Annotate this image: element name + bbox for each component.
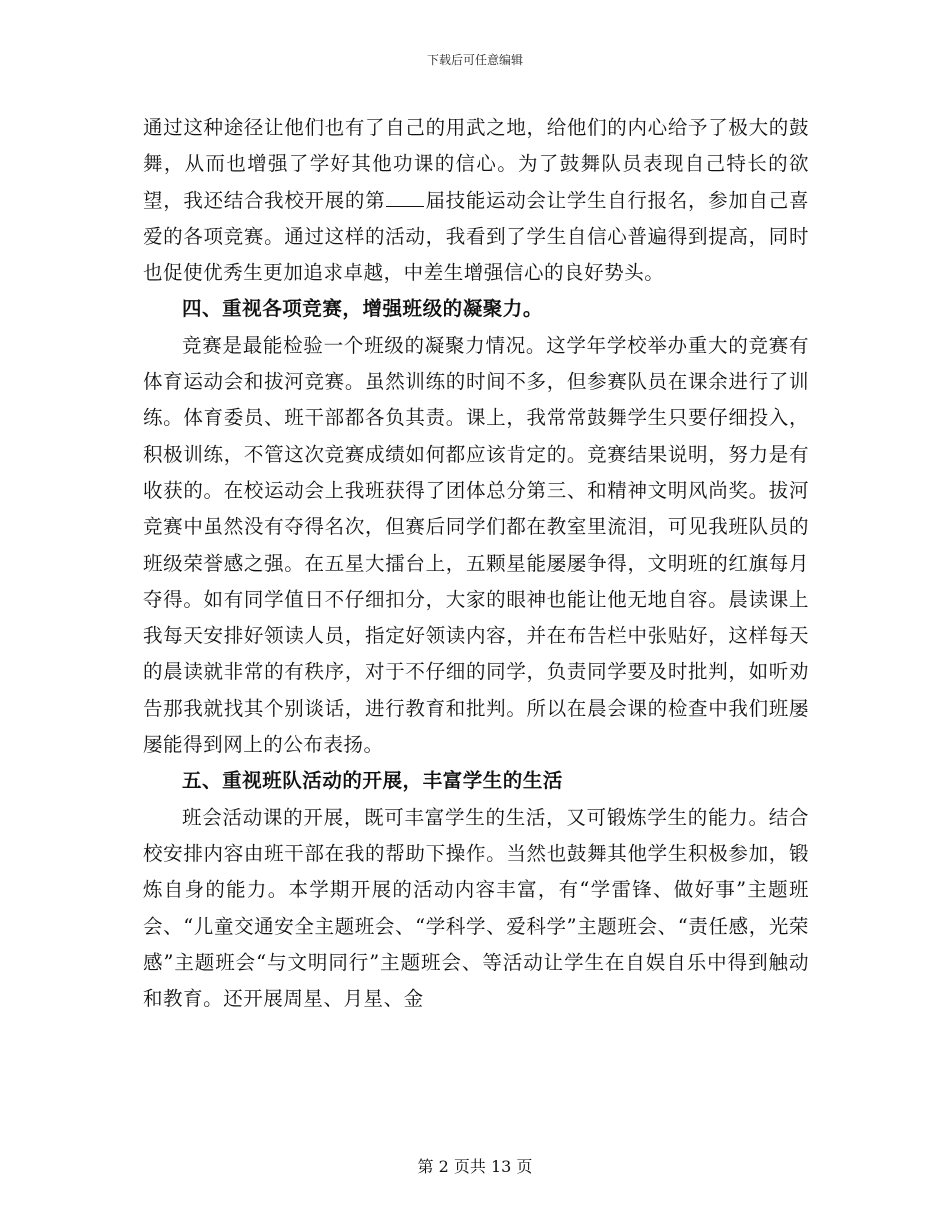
paragraph-text-before-blank: 通过这种途径让他们也有了自己的用武之地，给他们的内心给予了极大的鼓舞，从而也增强了学好其他功课的信心。为了鼓舞队员表现自己特长的欲望，我还结合我校开展的第	[143, 116, 809, 212]
page-header-note: 下载后可任意编辑	[426, 53, 523, 67]
paragraph-class-activities: 班会活动课的开展，既可丰富学生的生活，又可锻炼学生的能力。结合校安排内容由班干部在我的帮助下操作。当然也鼓舞其他学生积极参加，锻炼自身的能力。本学期开展的活动内容丰富，有“学雷锋、做好事”主题班会、“儿童交通安全主题班会、“学科学、爱科学”主题班会、“责任感，光荣感”主题班会“与文明同行”主题班会、等活动让学生在自娱自乐中得到触动和教育。还开展周星、月星、金	[143, 805, 809, 1011]
fill-in-blank	[386, 204, 424, 207]
document-body	[143, 110, 809, 1017]
section-heading-4: 四、重视各项竞赛，增强班级的凝聚力。	[182, 297, 543, 321]
section-heading-5: 五、重视班队活动的开展，丰富学生的生活	[182, 769, 563, 793]
paragraph-competitions: 竞赛是最能检验一个班级的凝聚力情况。这学年学校举办重大的竞赛有体育运动会和拔河竞赛。虽然训练的时间不多，但参赛队员在课余进行了训练。体育委员、班干部都各负其责。课上，我常常鼓舞学生只要仔细投入，积极训练，不管这次竞赛成绩如何都应该肯定的。竞赛结果说明，努力是有收获的。在校运动会上我班获得了团体总分第三、和精神文明风尚奖。拔河竞赛中虽然没有夺得名次，但赛后同学们都在教室里流泪，可见我班队员的班级荣誉感之强。在五星大擂台上，五颗星能屡屡争得，文明班的红旗每月夺得。如有同学值日不仔细扣分，大家的眼神也能让他无地自容。晨读课上我每天安排好领读人员，指定好领读内容，并在布告栏中张贴好，这样每天的晨读就非常的有秩序，对于不仔细的同学，负责同学要及时批判，如听劝告那我就找其个别谈话，进行教育和批判。所以在晨会课的检查中我们班屡屡能得到网上的公布表扬。	[143, 333, 809, 757]
paragraph-continuation	[143, 110, 809, 291]
paragraph-text-after-blank: 届技能运动会让学生自行报名，参加自己喜爱的各项竞赛。通过这样的活动，我看到了学生自信心普遍得到提高，同时也促使优秀生更加追求卓越，中差生增强信心的良好势头。	[143, 188, 809, 285]
page-number: 第 2 页共 13 页	[417, 1157, 533, 1176]
